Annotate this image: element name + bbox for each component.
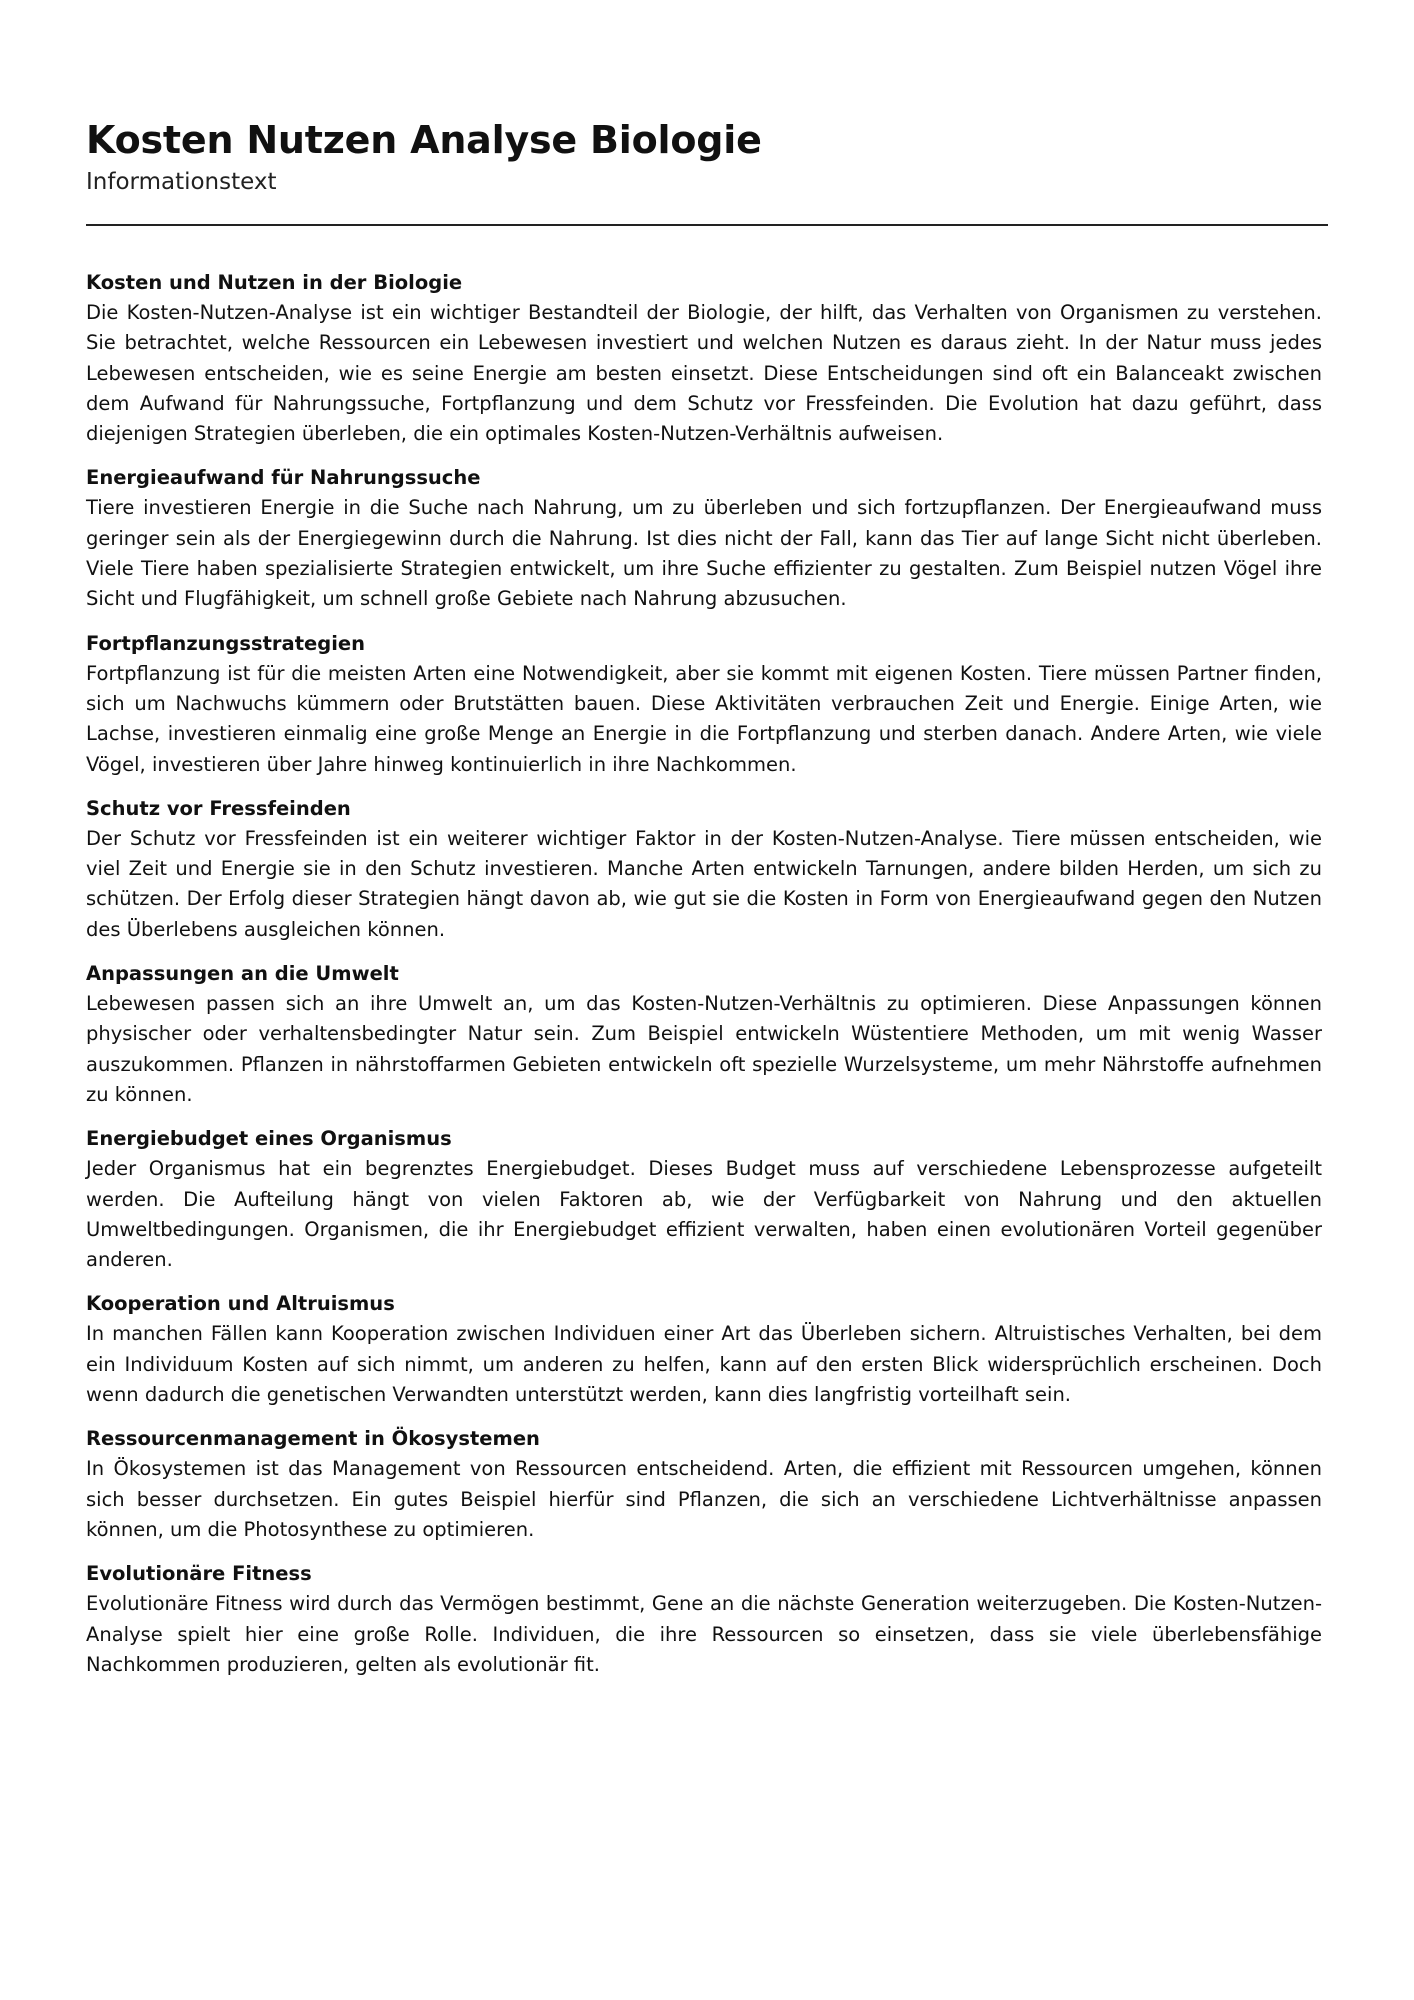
- section-fortpflanzungsstrategien: [86, 629, 1322, 780]
- section-heading: Kosten und Nutzen in der Biologie: [86, 271, 463, 294]
- section-heading: Energieaufwand für Nahrungssuche: [86, 466, 481, 490]
- document-body: [86, 268, 1322, 1680]
- section-anpassungen-umwelt: [86, 959, 1322, 1110]
- section-heading: Ressourcenmanagement in Ökosystemen: [86, 1427, 540, 1451]
- section-text: Die Kosten-Nutzen-Analyse ist ein wichtiger Bestandteil der Biologie, der hilft, das Verhalten von Organismen zu verstehen. Sie betrachtet, welche Ressourcen ein Lebewesen investiert und welchen Nutzen es daraus zieht. In der Natur muss jedes Lebewesen entscheiden, wie es seine Energie am besten einsetzt. Diese Entscheidungen sind oft ein Balanceakt zwischen dem Aufwand für Nahrungssuche, Fortpflanzung und dem Schutz vor Fressfeinden. Die Evolution hat dazu geführt, dass diejenigen Strategien überleben, die ein optimales Kosten-Nutzen-Verhältnis aufweisen.: [86, 301, 1322, 446]
- header-divider: [86, 224, 1328, 226]
- section-heading: Evolutionäre Fitness: [86, 1562, 312, 1586]
- section-text: Evolutionäre Fitness wird durch das Vermögen bestimmt, Gene an die nächste Generation weiterzugeben. Die Kosten-Nutzen-Analyse spielt hier eine große Rolle. Individuen, die ihre Ressourcen so einsetzen, dass sie viele überlebensfähige Nachkommen produzieren, gelten als evolutionär fit.: [86, 1592, 1322, 1676]
- document-title: Kosten Nutzen Analyse Biologie: [86, 118, 762, 162]
- section-text: In Ökosystemen ist das Management von Ressourcen entscheidend. Arten, die effizient mit Ressourcen umgehen, können sich besser durchsetzen. Ein gutes Beispiel hierfür sind Pflanzen, die sich an verschiedene Lichtverhältnisse anpassen können, um die Photosynthese zu optimieren.: [86, 1457, 1322, 1541]
- section-energieaufwand: [86, 463, 1322, 614]
- section-heading: Schutz vor Fressfeinden: [86, 796, 351, 820]
- section-heading: Fortpflanzungsstrategien: [86, 631, 365, 655]
- section-ressourcenmanagement: [86, 1424, 1322, 1545]
- section-text: Tiere investieren Energie in die Suche nach Nahrung, um zu überleben und sich fortzupflanzen. Der Energieaufwand muss geringer sein als der Energiegewinn durch die Nahrung. Ist dies nicht der Fall, kann das Tier auf lange Sicht nicht überleben. Viele Tiere haben spezialisierte Strategien entwickelt, um ihre Suche effizienter zu gestalten. Zum Beispiel nutzen Vögel ihre Sicht und Flugfähigkeit, um schnell große Gebiete nach Nahrung abzusuchen.: [86, 496, 1322, 611]
- section-text: In manchen Fällen kann Kooperation zwischen Individuen einer Art das Überleben sichern. Altruistisches Verhalten, bei dem ein Individuum Kosten auf sich nimmt, um anderen zu helfen, kann auf den ersten Blick widersprüchlich erscheinen. Doch wenn dadurch die genetischen Verwandten unterstützt werden, kann dies langfristig vorteilhaft sein.: [86, 1322, 1322, 1407]
- section-schutz-vor-fressfeinden: [86, 794, 1322, 945]
- section-heading: Anpassungen an die Umwelt: [86, 962, 399, 986]
- section-heading: Energiebudget eines Organismus: [86, 1127, 452, 1151]
- section-energiebudget: [86, 1124, 1322, 1275]
- section-evolutionaere-fitness: [86, 1559, 1322, 1680]
- section-heading: Kooperation und Altruismus: [86, 1292, 395, 1316]
- document-page: [86, 114, 1328, 1694]
- document-subtitle: Informationstext: [86, 169, 277, 195]
- section-text: Jeder Organismus hat ein begrenztes Energiebudget. Dieses Budget muss auf verschiedene Lebensprozesse aufgeteilt werden. Die Aufteilung hängt von vielen Faktoren ab, wie der Verfügbarkeit von Nahrung und den aktuellen Umweltbedingungen. Organismen, die ihr Energiebudget effizient verwalten, haben einen evolutionären Vorteil gegenüber anderen.: [86, 1157, 1322, 1272]
- section-kosten-und-nutzen: [86, 268, 1322, 449]
- section-text: Lebewesen passen sich an ihre Umwelt an, um das Kosten-Nutzen-Verhältnis zu optimieren. Diese Anpassungen können physischer oder verhaltensbedingter Natur sein. Zum Beispiel entwickeln Wüstentiere Methoden, um mit wenig Wasser auszukommen. Pflanzen in nährstoffarmen Gebieten entwickeln oft spezielle Wurzelsysteme, um mehr Nährstoffe aufnehmen zu können.: [86, 992, 1322, 1106]
- section-text: Fortpflanzung ist für die meisten Arten eine Notwendigkeit, aber sie kommt mit eigenen Kosten. Tiere müssen Partner finden, sich um Nachwuchs kümmern oder Brutstätten bauen. Diese Aktivitäten verbrauchen Zeit und Energie. Einige Arten, wie Lachse, investieren einmalig eine große Menge an Energie in die Fortpflanzung und sterben danach. Andere Arten, wie viele Vögel, investieren über Jahre hinweg kontinuierlich in ihre Nachkommen.: [86, 661, 1322, 776]
- section-text: Der Schutz vor Fressfeinden ist ein weiterer wichtiger Faktor in der Kosten-Nutzen-Analyse. Tiere müssen entscheiden, wie viel Zeit und Energie sie in den Schutz investieren. Manche Arten entwickeln Tarnungen, andere bilden Herden, um sich zu schützen. Der Erfolg dieser Strategien hängt davon ab, wie gut sie die Kosten in Form von Energieaufwand gegen den Nutzen des Überlebens ausgleichen können.: [86, 826, 1322, 941]
- section-kooperation-altruismus: [86, 1289, 1322, 1410]
